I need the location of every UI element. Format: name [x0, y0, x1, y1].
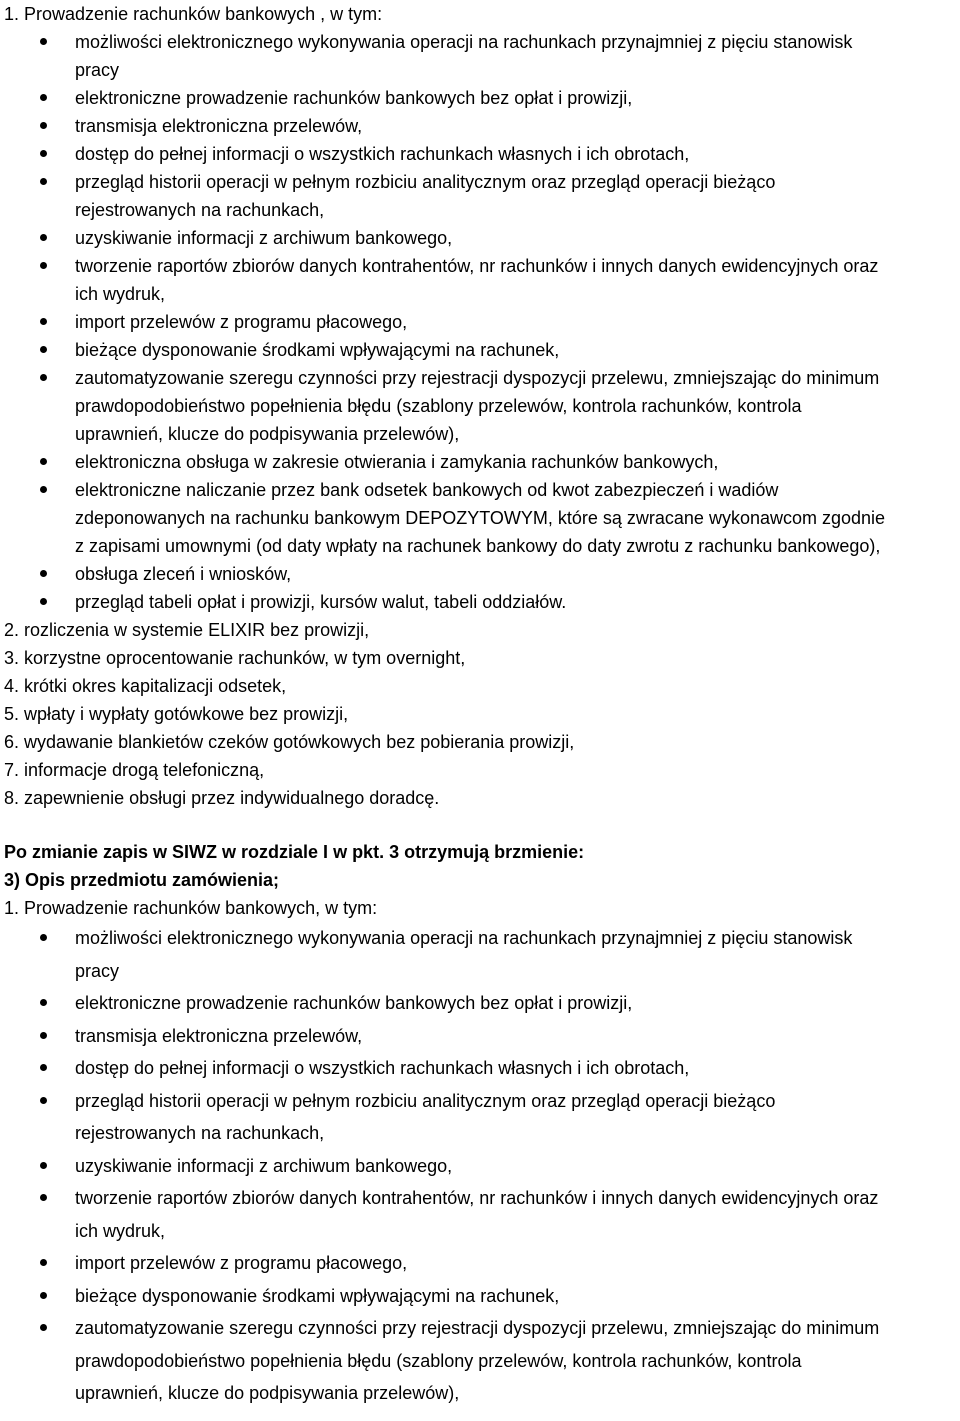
bullet-line: przegląd historii operacji w pełnym rozbiciu analitycznym oraz przegląd operacji bieżąco [75, 1090, 776, 1111]
numbered-item: 7. informacje drogą telefoniczną, [4, 760, 265, 780]
bullet-line: bieżące dysponowanie środkami wpływającymi na rachunek, [75, 340, 560, 360]
bullet-line: tworzenie raportów zbiorów danych kontrahentów, nr rachunków i innych danych ewidencyjnych oraz [75, 256, 879, 276]
bullet-item [4, 476, 956, 560]
bullet-line: pracy [75, 960, 120, 981]
bullet-item [4, 1150, 956, 1183]
section2-bullet-list [4, 922, 956, 1410]
bullet-line: uprawnień, klucze do podpisywania przelewów), [75, 424, 460, 444]
bullet-line: pracy [75, 60, 120, 80]
numbered-item: 4. krótki okres kapitalizacji odsetek, [4, 676, 287, 696]
bullet-line: prawdopodobieństwo popełnienia błędu (szablony przelewów, kontrola rachunków, kontrola [75, 396, 802, 416]
bullet-line: prawdopodobieństwo popełnienia błędu (szablony przelewów, kontrola rachunków, kontrola [75, 1350, 802, 1371]
section1-numbered-list [4, 616, 956, 812]
bullet-item [4, 1182, 956, 1247]
section1-heading: 1. Prowadzenie rachunków bankowych , w tym: [4, 4, 383, 24]
section-original [4, 0, 956, 812]
bullet-line: import przelewów z programu płacowego, [75, 312, 408, 332]
bullet-line: możliwości elektronicznego wykonywania operacji na rachunkach przynajmniej z pięciu stanowisk [75, 928, 853, 948]
bullet-line: przegląd tabeli opłat i prowizji, kursów walut, tabeli oddziałów. [75, 592, 567, 612]
bullet-item [4, 1020, 956, 1053]
bullet-line: ich wydruk, [75, 1220, 166, 1241]
bullet-item [4, 987, 956, 1020]
bullet-line: import przelewów z programu płacowego, [75, 1253, 408, 1273]
bullet-item [4, 448, 956, 476]
bullet-item [4, 84, 956, 112]
bullet-item [4, 364, 956, 448]
bullet-item [4, 28, 956, 84]
bullet-line: elektroniczne naliczanie przez bank odsetek bankowych od kwot zabezpieczeń i wadiów [75, 480, 779, 500]
bullet-line: transmisja elektroniczna przelewów, [75, 1025, 363, 1046]
bullet-line: możliwości elektronicznego wykonywania operacji na rachunkach przynajmniej z pięciu stanowisk [75, 32, 853, 52]
bullet-line: zautomatyzowanie szeregu czynności przy rejestracji dyspozycji przelewu, zmniejszając do minimum [75, 368, 880, 388]
bullet-line: zautomatyzowanie szeregu czynności przy rejestracji dyspozycji przelewu, zmniejszając do minimum [75, 1318, 880, 1338]
bullet-line: elektroniczne prowadzenie rachunków bankowych bez opłat i prowizji, [75, 88, 633, 108]
bullet-line: uzyskiwanie informacji z archiwum bankowego, [75, 228, 453, 248]
bullet-item [4, 112, 956, 140]
section1-bullet-list [4, 28, 956, 616]
bullet-item [4, 1052, 956, 1085]
bullet-line: ich wydruk, [75, 284, 166, 304]
change-notice: Po zmianie zapis w SIWZ w rozdziale I w pkt. 3 otrzymują brzmienie: [4, 842, 585, 862]
bullet-line: elektroniczne prowadzenie rachunków bankowych bez opłat i prowizji, [75, 993, 633, 1013]
section2-heading: 1. Prowadzenie rachunków bankowych, w tym: [4, 898, 378, 918]
bullet-line: z zapisami umownymi (od daty wpłaty na rachunek bankowy do daty zwrotu z rachunku bankowego), [75, 536, 881, 556]
bullet-line: bieżące dysponowanie środkami wpływającymi na rachunek, [75, 1285, 560, 1306]
bullet-item [4, 560, 956, 588]
bullet-item [4, 336, 956, 364]
bullet-item [4, 168, 956, 224]
bullet-line: przegląd historii operacji w pełnym rozbiciu analitycznym oraz przegląd operacji bieżąco [75, 172, 776, 192]
numbered-item: 3. korzystne oprocentowanie rachunków, w tym overnight, [4, 648, 466, 668]
bullet-item [4, 1247, 956, 1280]
bullet-line: obsługa zleceń i wniosków, [75, 564, 292, 584]
bullet-item [4, 1280, 956, 1313]
bullet-item [4, 140, 956, 168]
bullet-item [4, 252, 956, 308]
numbered-item: 2. rozliczenia w systemie ELIXIR bez prowizji, [4, 620, 370, 640]
numbered-item: 6. wydawanie blankietów czeków gotówkowych bez pobierania prowizji, [4, 732, 575, 752]
bullet-line: rejestrowanych na rachunkach, [75, 1123, 325, 1143]
bullet-item [4, 224, 956, 252]
bullet-line: dostęp do pełnej informacji o wszystkich rachunkach własnych i ich obrotach, [75, 144, 690, 164]
bullet-item [4, 308, 956, 336]
bullet-line: zdeponowanych na rachunku bankowym DEPOZYTOWYM, które są zwracane wykonawcom zgodnie [75, 508, 886, 528]
bullet-item [4, 922, 956, 987]
bullet-line: elektroniczna obsługa w zakresie otwierania i zamykania rachunków bankowych, [75, 452, 719, 472]
bullet-item [4, 1085, 956, 1150]
bullet-item [4, 1312, 956, 1410]
bullet-item [4, 588, 956, 616]
bullet-line: rejestrowanych na rachunkach, [75, 200, 325, 220]
spacer [4, 812, 956, 838]
numbered-item: 8. zapewnienie obsługi przez indywidualnego doradcę. [4, 788, 440, 808]
bullet-line: tworzenie raportów zbiorów danych kontrahentów, nr rachunków i innych danych ewidencyjnych oraz [75, 1188, 879, 1208]
section-amended [4, 838, 956, 1410]
bullet-line: dostęp do pełnej informacji o wszystkich rachunkach własnych i ich obrotach, [75, 1058, 690, 1078]
numbered-item: 5. wpłaty i wypłaty gotówkowe bez prowizji, [4, 704, 349, 724]
section2-title: 3) Opis przedmiotu zamówienia; [4, 870, 280, 890]
bullet-line: transmisja elektroniczna przelewów, [75, 116, 363, 136]
bullet-line: uprawnień, klucze do podpisywania przelewów), [75, 1383, 460, 1403]
bullet-line: uzyskiwanie informacji z archiwum bankowego, [75, 1155, 453, 1176]
